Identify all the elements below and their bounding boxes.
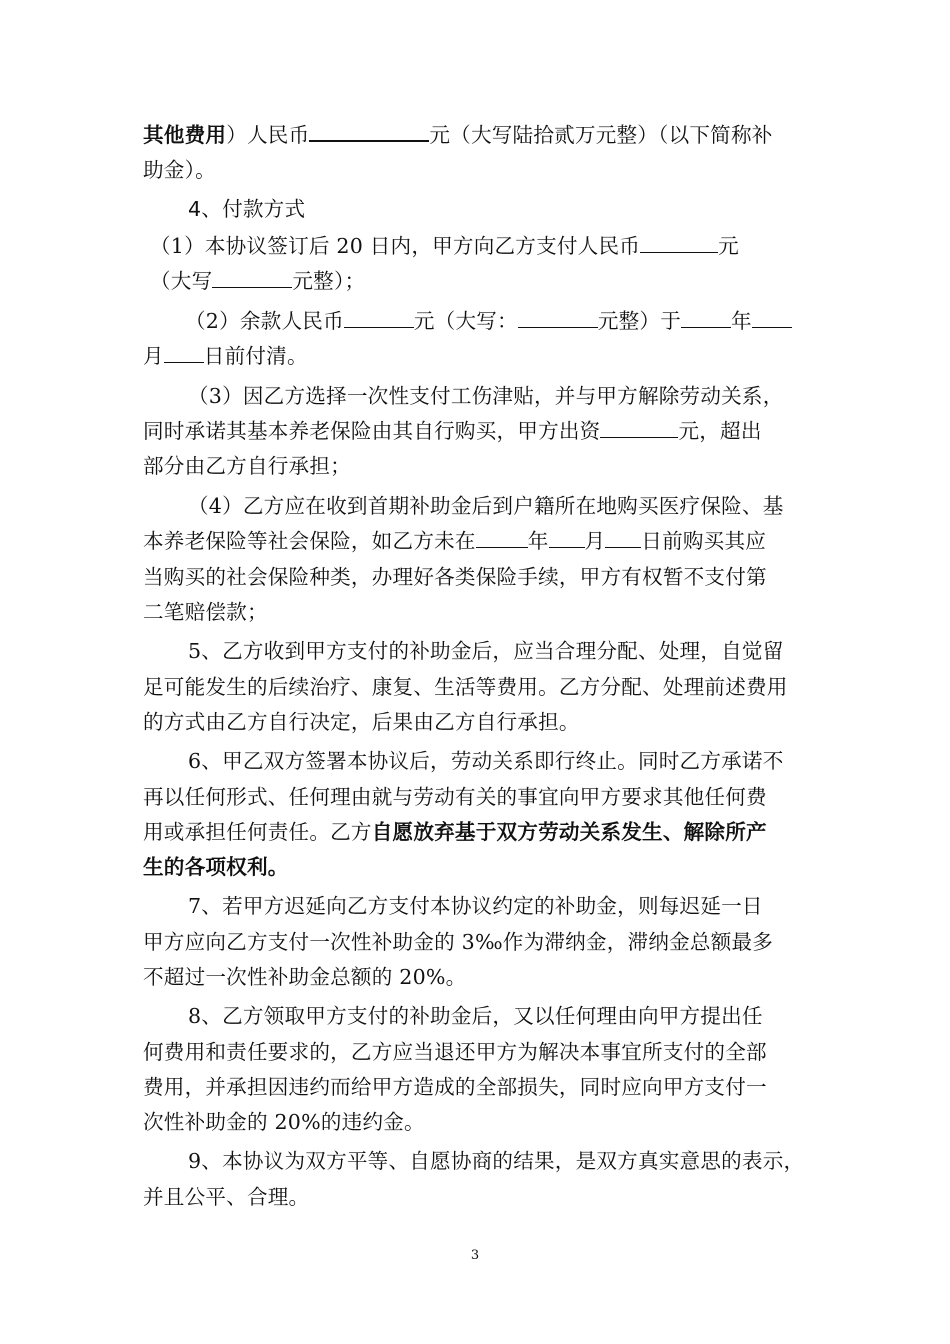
blank-underline xyxy=(600,417,678,438)
text-span: （2）余款人民币 xyxy=(185,309,344,333)
paragraph-line: （3）因乙方选择一次性支付工伤津贴，并与甲方解除劳动关系， xyxy=(188,384,784,408)
text-span: 元整）； xyxy=(292,269,366,293)
paragraph-line: 足可能发生的后续治疗、康复、生活等费用。乙方分配、处理前述费用 xyxy=(143,675,788,699)
text-span: 元 xyxy=(718,234,739,258)
paragraph-line: 8、乙方领取甲方支付的补助金后，又以任何理由向甲方提出任 xyxy=(188,1004,763,1028)
paragraph-line: 二笔赔偿款； xyxy=(143,600,268,624)
paragraph-line: （4）乙方应在收到首期补助金后到户籍所在地购买医疗保险、基 xyxy=(188,494,784,518)
paragraph-line xyxy=(150,231,739,261)
paragraph-line: 助金）。 xyxy=(143,158,216,182)
text-span: 同时承诺其基本养老保险由其自行购买，甲方出资 xyxy=(143,419,601,443)
paragraph-line: 9、本协议为双方平等、自愿协商的结果，是双方真实意思的表示， xyxy=(188,1149,805,1173)
blank-underline xyxy=(752,307,792,328)
blank-underline xyxy=(309,120,429,142)
blank-underline xyxy=(640,232,718,253)
paragraph-line: 当购买的社会保险种类，办理好各类保险手续，甲方有权暂不支付第 xyxy=(143,565,767,589)
text-span: 用或承担任何责任。乙方 xyxy=(143,820,372,844)
text-span: 本养老保险等社会保险，如乙方未在 xyxy=(143,529,476,553)
blank-underline xyxy=(344,307,414,328)
blank-underline xyxy=(549,527,585,548)
paragraph-line: 生的各项权利。 xyxy=(143,855,289,879)
paragraph-line xyxy=(143,341,308,371)
paragraph-line: 不超过一次性补助金总额的 20%。 xyxy=(143,965,467,989)
text-span: 日前付清。 xyxy=(203,344,308,368)
text-span: 元整）于 xyxy=(597,309,682,333)
paragraph-line xyxy=(143,817,767,847)
text-span: （大写 xyxy=(150,269,213,293)
blank-underline xyxy=(605,527,641,548)
paragraph-line: 的方式由乙方自行决定，后果由乙方自行承担。 xyxy=(143,710,580,734)
paragraph-line: 何费用和责任要求的，乙方应当退还甲方为解决本事宜所支付的全部 xyxy=(143,1040,767,1064)
paragraph-line xyxy=(143,416,762,446)
blank-underline xyxy=(681,307,731,328)
text-span: 元（大写： xyxy=(413,309,518,333)
paragraph-line xyxy=(185,306,792,336)
bold-text: 自愿放弃基于双方劳动关系发生、解除所产 xyxy=(371,820,767,844)
blank-underline xyxy=(518,307,598,328)
paragraph-line xyxy=(143,120,773,150)
text-span: 年 xyxy=(731,309,752,333)
text-span: 月 xyxy=(584,529,606,553)
paragraph-line: 费用，并承担因违约而给甲方造成的全部损失，同时应向甲方支付一 xyxy=(143,1075,767,1099)
paragraph-line: 甲方应向乙方支付一次性补助金的 3‰作为滞纳金，滞纳金总额最多 xyxy=(143,930,774,954)
section-heading: 4、付款方式 xyxy=(188,197,306,221)
text-span: 元（大写陆拾贰万元整）（以下简称补 xyxy=(429,123,773,147)
text-span: 元，超出 xyxy=(678,419,762,443)
bold-text: 其他费用 xyxy=(143,123,227,147)
text-span: ）人民币 xyxy=(226,123,310,147)
paragraph-line: 并且公平、合理。 xyxy=(143,1185,310,1209)
paragraph-line xyxy=(150,266,365,296)
blank-underline xyxy=(212,267,292,288)
text-span: （1）本协议签订后 20 日内，甲方向乙方支付人民币 xyxy=(150,234,641,258)
text-span: 日前购买其应 xyxy=(641,529,767,553)
blank-underline xyxy=(476,527,528,548)
paragraph-line: 部分由乙方自行承担； xyxy=(143,454,351,478)
paragraph-line xyxy=(143,526,766,556)
text-span: 年 xyxy=(527,529,549,553)
paragraph-line: 7、若甲方迟延向乙方支付本协议约定的补助金，则每迟延一日 xyxy=(188,894,763,918)
text-span: 月 xyxy=(143,344,164,368)
blank-underline xyxy=(164,342,204,363)
paragraph-line: 次性补助金的 20%的违约金。 xyxy=(143,1110,425,1134)
paragraph-line: 6、甲乙双方签署本协议后，劳动关系即行终止。同时乙方承诺不 xyxy=(188,749,784,773)
page-number: 3 xyxy=(470,1248,480,1263)
paragraph-line: 5、乙方收到甲方支付的补助金后，应当合理分配、处理，自觉留 xyxy=(188,639,784,663)
paragraph-line: 再以任何形式、任何理由就与劳动有关的事宜向甲方要求其他任何费 xyxy=(143,785,767,809)
